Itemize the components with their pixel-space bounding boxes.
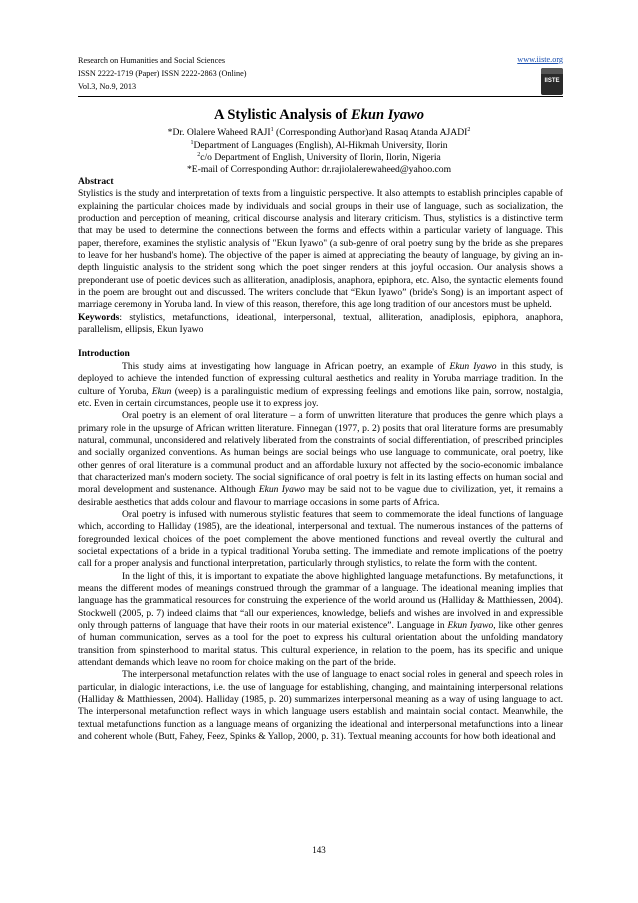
paper-body: [78, 176, 563, 743]
intro-paragraph-5: The interpersonal metafunction relates with the use of language to enact social roles in general and speech roles in particular, in dialogic interactions, i.e. the use of language for establishing, changing, and maintaining interpersonal relations (Halliday & Matthiessen, 2004). Halliday (1985, p. 20) summarizes interpersonal meaning as a way of using language to act. The interpersonal metafunction reflect ways in which language users establish and maintain social contact. Meanwhile, the textual metafunctions function as a language means of organizing the ideational and interpersonal metafunctions into a linear and coherent whole (Butt, Fahey, Feez, Spinks & Yallop, 2000, p. 31). Textual meaning accounts for how both ideational and: [78, 669, 563, 743]
intro-paragraph-3: Oral poetry is infused with numerous stylistic features that seem to commemorate the ideal functions of language which, according to Halliday (1985), are the ideational, interpersonal and textual. The numerous instances of the patterns of foregrounded lexical choices of the poet complement the above mentioned functions and reveal overtly the cultural and societal expectations of a bride in a typical traditional Yoruba setting. The immediate and remote implications of the poetry call for a proper analysis and functional interpretation, particularly through stylistics, to relate the form with the content.: [78, 508, 563, 570]
affiliation-1: $^1$Department of Languages (English), Al-Hikmah University, Ilorin: [190, 140, 448, 151]
header-divider: [78, 96, 563, 97]
issn-line: ISSN 2222-1719 (Paper) ISSN 2222-2863 (Online): [78, 69, 247, 78]
abstract-text: Stylistics is the study and interpretation of texts from a linguistic perspective. It also attempts to establish principles capable of explaining the particular choices made by individuals and social groups in their use of language, such as socialization, the production and perception of meaning, critical discourse analysis and literary criticism. Thus, stylistics is a distinctive term that may be used to determine the connections between the forms and effects within a particular variety of language. This paper, therefore, examines the stylistic analysis of "Ekun Iyawo" (a sub-genre of oral poetry sung by the bride as she prepares to leave for her husband's home). The objective of the paper is aimed at appreciating the beauty of language, by giving an in-depth linguistic analysis to the strident song which the poet singer renders at this joyful occasion. Our analysis shows a preponderant use of poetic devices such as alliteration, anadiplosis, anaphora, epiphora, etc. Also, the syntactic elements found in the poem are brought out and discussed. The writers conclude that “Ekun Iyawo” (bride's Song) is an important aspect of marriage ceremony in Yoruba land. In view of this reason, therefore, this age long tradition of our ancestors must be upheld.: [78, 188, 563, 311]
introduction-heading: Introduction: [78, 348, 130, 360]
intro-paragraph-2: Oral poetry is an element of oral literature – a form of unwritten literature that produces the genre which plays a primary role in the upsurge of African written literature. Finnegan (1977, p. 2) posits that oral literature forms are presumably natural, communal, unconsidered and relatively liberated from the constraints of social differentiation, of prescribed principles and socially organized conventions. As human beings are social beings who use language to communicate, oral poetry, like other genres of oral literature is a communal product and an affordable luxury not affected by the socio-economic imbalance that characterized man's modern society. The social significance of oral poetry is felt in its lasting effects on human social and moral development and sustenance. Although Ekun Iyawo may be said not to be vague due to civilization, yet, it remains a desirable aesthetics that adds colour and flavour to marriage occasions in some parts of Africa.: [78, 410, 563, 508]
volume-line: Vol.3, No.9, 2013: [78, 82, 137, 91]
page-number: 143: [312, 845, 326, 855]
iiste-logo: IISTE: [541, 68, 563, 95]
affiliation-2: $^2$c/o Department of English, University of Ilorin, Ilorin, Nigeria: [197, 152, 441, 163]
corresponding-email: *E-mail of Corresponding Author: dr.rajiolalerewaheed@yahoo.com: [186, 164, 452, 175]
keywords-line: Keywords: stylistics, metafunctions, ideational, interpersonal, textual, alliteration, anadiplosis, epiphora, anaphora, parallelism, ellipsis, Ekun Iyawo: [78, 311, 563, 336]
author-line: *Dr. Olalere Waheed RAJI$^1$ (Corresponding Author)and Rasaq Atanda AJADI$^2$: [167, 127, 471, 138]
website-link[interactable]: www.iiste.org: [517, 55, 563, 64]
journal-name: Research on Humanities and Social Sciences: [78, 56, 226, 65]
intro-paragraph-4: In the light of this, it is important to expatiate the above highlighted language metafunctions. By metafunctions, it means the different modes of meanings construed through the grammar of a language. The ideational meaning implies that language has the grammatical resources for construing the experience of the world around us (Halliday & Matthiessen, 2004). Stockwell (2005, p. 7) indeed claims that “all our experiences, knowledge, beliefs and wishes are involved in and expressible only through patterns of language that have their roots in our material existence”. Language in Ekun Iyawo, like other genres of human communication, serves as a tool for the poet to express his cultural orientation about the unfolding mandatory transition from spinsterhood to marital status. This cultural experience, in relation to the poem, has its specific and unique attendant demands which leave no room for choice making on the part of the bride.: [78, 570, 563, 669]
abstract-heading: Abstract: [78, 176, 114, 187]
intro-paragraph-1: This study aims at investigating how language in African poetry, an example of Ekun Iyawo in this study, is deployed to achieve the intended function of expressing cultural aesthetics and reality in Yoruba marriage tradition. In the culture of Yoruba, Ekun (weep) is a paralinguistic medium of expressing feelings and emotions like pain, sorrow, nostalgia, etc. Even in certain circumstances, people use it to express joy.: [78, 360, 564, 409]
paper-title: A Stylistic Analysis of Ekun Iyawo: [214, 107, 424, 123]
